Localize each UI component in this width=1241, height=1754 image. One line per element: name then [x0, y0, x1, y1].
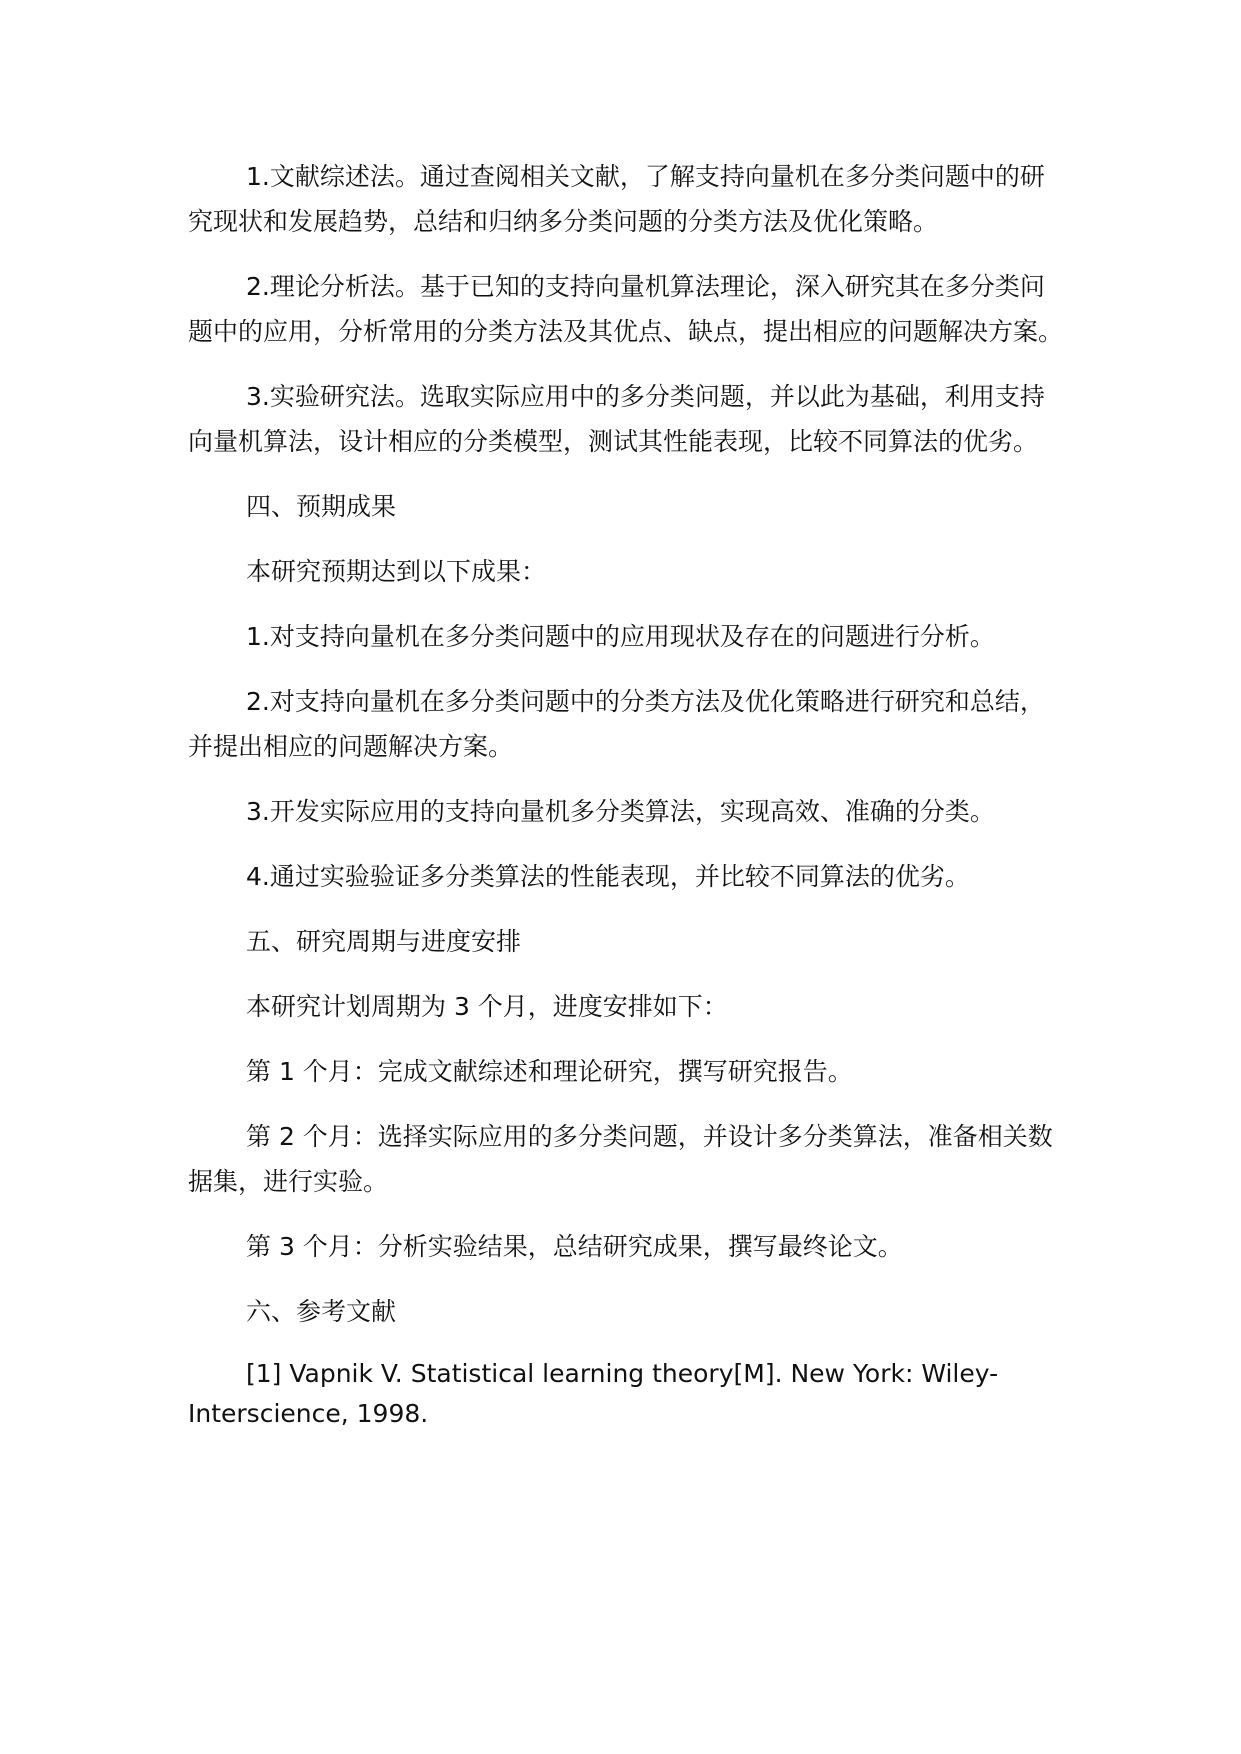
schedule-intro: 本研究计划周期为 3 个月，进度安排如下： [246, 992, 728, 1021]
expected-result-item: 3.开发实际应用的支持向量机多分类算法，实现高效、准确的分类。 [246, 797, 995, 826]
expected-results-heading: 四、预期成果 [246, 492, 397, 521]
references-heading: 六、参考文献 [246, 1297, 397, 1326]
method-theoretical-analysis: 2.理论分析法。基于已知的支持向量机算法理论，深入研究其在多分类问题中的应用，分析常用的分类方法及其优点、缺点，提出相应的问题解决方案。 [188, 272, 1064, 346]
reference-item: [1] Vapnik V. Statistical learning theory[M]. New York: Wiley-Interscience, 1998. [188, 1359, 999, 1428]
expected-result-item: 2.对支持向量机在多分类问题中的分类方法及优化策略进行研究和总结，并提出相应的问题解决方案。 [188, 687, 1045, 761]
schedule-heading: 五、研究周期与进度安排 [246, 927, 522, 956]
method-experimental-research: 3.实验研究法。选取实际应用中的多分类问题，并以此为基础，利用支持向量机算法，设计相应的分类模型，测试其性能表现，比较不同算法的优劣。 [188, 382, 1045, 456]
schedule-item: 第 3 个月：分析实验结果，总结研究成果，撰写最终论文。 [246, 1232, 903, 1261]
expected-result-item: 1.对支持向量机在多分类问题中的应用现状及存在的问题进行分析。 [246, 622, 995, 651]
method-literature-review: 1.文献综述法。通过查阅相关文献，了解支持向量机在多分类问题中的研究现状和发展趋势，总结和归纳多分类问题的分类方法及优化策略。 [188, 162, 1045, 236]
schedule-item: 第 1 个月：完成文献综述和理论研究，撰写研究报告。 [246, 1057, 853, 1086]
expected-result-item: 4.通过实验验证多分类算法的性能表现，并比较不同算法的优劣。 [246, 862, 970, 891]
document-body [188, 154, 1068, 1434]
expected-results-intro: 本研究预期达到以下成果： [246, 557, 547, 586]
schedule-item: 第 2 个月：选择实际应用的多分类问题，并设计多分类算法，准备相关数据集，进行实验。 [188, 1122, 1053, 1196]
